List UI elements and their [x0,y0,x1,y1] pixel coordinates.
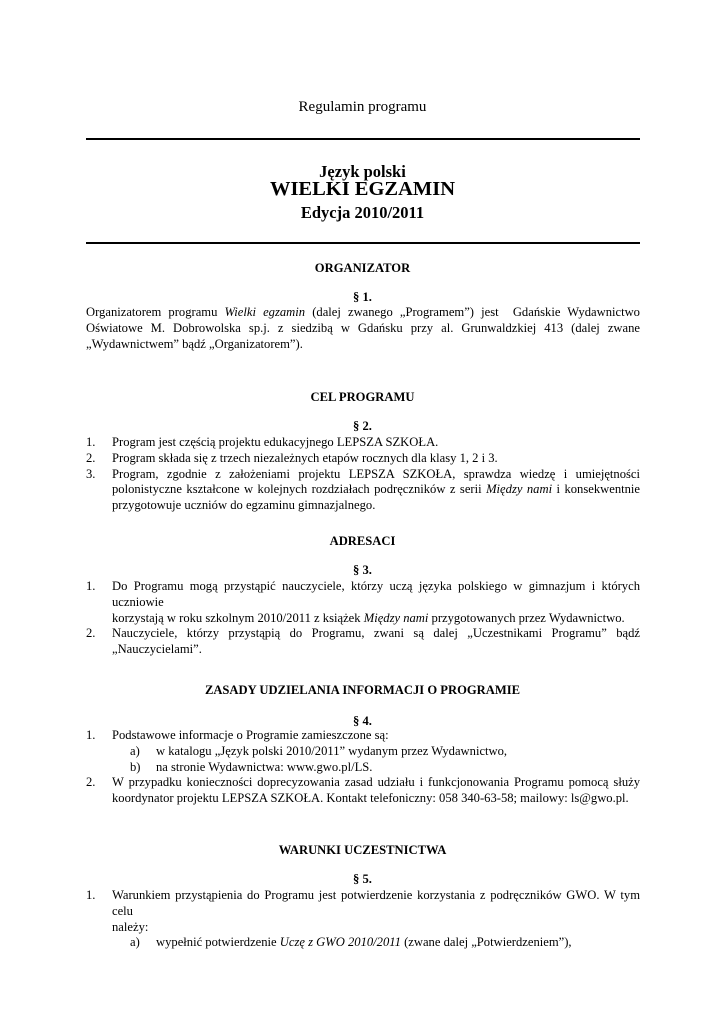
list-number: 2. [86,450,96,465]
organizer-line-1: Organizatorem programu Wielki egzamin (dalej zwanego „Programem”) jest Gdańskie Wydawnictwo [86,305,640,319]
paragraph-number-4: § 4. [353,714,372,728]
information-list [86,728,640,807]
list-item [86,467,640,514]
sub-list-item [86,760,640,776]
list-item-text: Program, zgodnie z założeniami projektu LEPSZA SZKOŁA, sprawdza wiedzę i umiejętności [112,466,640,481]
section-heading-information: ZASADY UDZIELANIA INFORMACJI O PROGRAMIE [204,683,521,697]
title-subject: Język polski [319,162,406,181]
sub-list-item [86,744,640,760]
list-item-text: przygotowuje uczniów do egzaminu gimnazjalnego. [112,498,376,513]
title-edition: Edycja 2010/2011 [300,203,425,222]
list-item-text: Program jest częścią projektu edukacyjnego LEPSZA SZKOŁA. [112,435,439,449]
paragraph-number-1: § 1. [353,290,372,304]
section-heading-organizer: ORGANIZATOR [314,261,411,275]
list-item [86,728,640,744]
sub-list-text: w katalogu „Język polski 2010/2011” wydanym przez Wydawnictwo, [156,743,508,758]
paragraph-number-5: § 5. [353,872,372,886]
list-item-text: Nauczyciele, którzy przystąpią do Programu, zwani są dalej „Uczestnikami Programu” bądź [112,626,640,641]
list-number: 1. [86,579,96,593]
list-number: 1. [86,435,96,449]
organizer-line-2: Oświatowe M. Dobrowolska sp.j. z siedzibą w Gdańsku przy al. Grunwaldzkiej 413 (dalej zwane [86,320,640,335]
list-item-text: polonistyczne kształcone w kolejnych rozdziałach podręczników z serii Między nami i konsekwentnie [112,482,640,497]
list-number: 1. [86,888,96,902]
list-item-text: należy: [112,919,149,934]
organizer-paragraph [86,305,640,352]
list-item [86,626,640,658]
sub-list-letter: a) [130,935,140,950]
title-program: WIELKI EGZAMIN [269,178,456,200]
sub-list-text: wypełnić potwierdzenie Uczę z GWO 2010/2011 (zwane dalej „Potwierdzeniem”), [156,935,572,950]
list-item-text: Program składa się z trzech niezależnych etapów rocznych dla klasy 1, 2 i 3. [112,450,498,465]
section-heading-conditions: WARUNKI UCZESTNICTWA [278,843,447,857]
list-number: 2. [86,626,96,641]
sub-list-item [86,935,640,951]
section-heading-goal: CEL PROGRAMU [310,390,415,404]
sub-list-letter: a) [130,743,140,758]
goal-list [86,435,640,514]
list-item-text: Podstawowe informacje o Programie zamieszczone są: [112,728,389,742]
divider-top [86,138,640,140]
list-item-text: Do Programu mogą przystąpić nauczyciele, którzy uczą języka polskiego w gimnazjum i których uczniowie [112,579,640,609]
sub-list-letter: b) [130,759,141,774]
addressees-list [86,579,640,658]
organizer-line-3: „Wydawnictwem” bądź „Organizatorem”). [86,336,303,351]
list-item-text: W przypadku konieczności doprecyzowania zasad udziału i funkcjonowania Programu pomocą służy [112,775,640,790]
list-item [86,775,640,807]
list-item [86,579,640,626]
paragraph-number-3: § 3. [353,563,372,577]
section-heading-addressees: ADRESACI [329,534,396,548]
divider-bottom [86,242,640,244]
list-item-text: „Nauczycielami”. [112,642,202,657]
list-number: 1. [86,728,96,742]
list-item-text: korzystają w roku szkolnym 2010/2011 z książek Między nami przygotowanych przez Wydawnictwo. [112,610,625,625]
list-item [86,435,640,451]
paragraph-number-2: § 2. [353,419,372,433]
document-header: Regulamin programu [298,99,427,115]
list-number: 2. [86,775,96,790]
list-item-text: koordynator projektu LEPSZA SZKOŁA. Kontakt telefoniczny: 058 340-63-58; mailowy: ls@gwo.pl. [112,791,629,806]
list-number: 3. [86,466,96,481]
list-item-text: Warunkiem przystąpienia do Programu jest potwierdzenie korzystania z podręczników GWO. W tym celu [112,888,640,918]
conditions-list [86,888,640,951]
sub-list-text: na stronie Wydawnictwa: www.gwo.pl/LS. [156,759,373,774]
list-item [86,451,640,467]
list-item [86,888,640,935]
